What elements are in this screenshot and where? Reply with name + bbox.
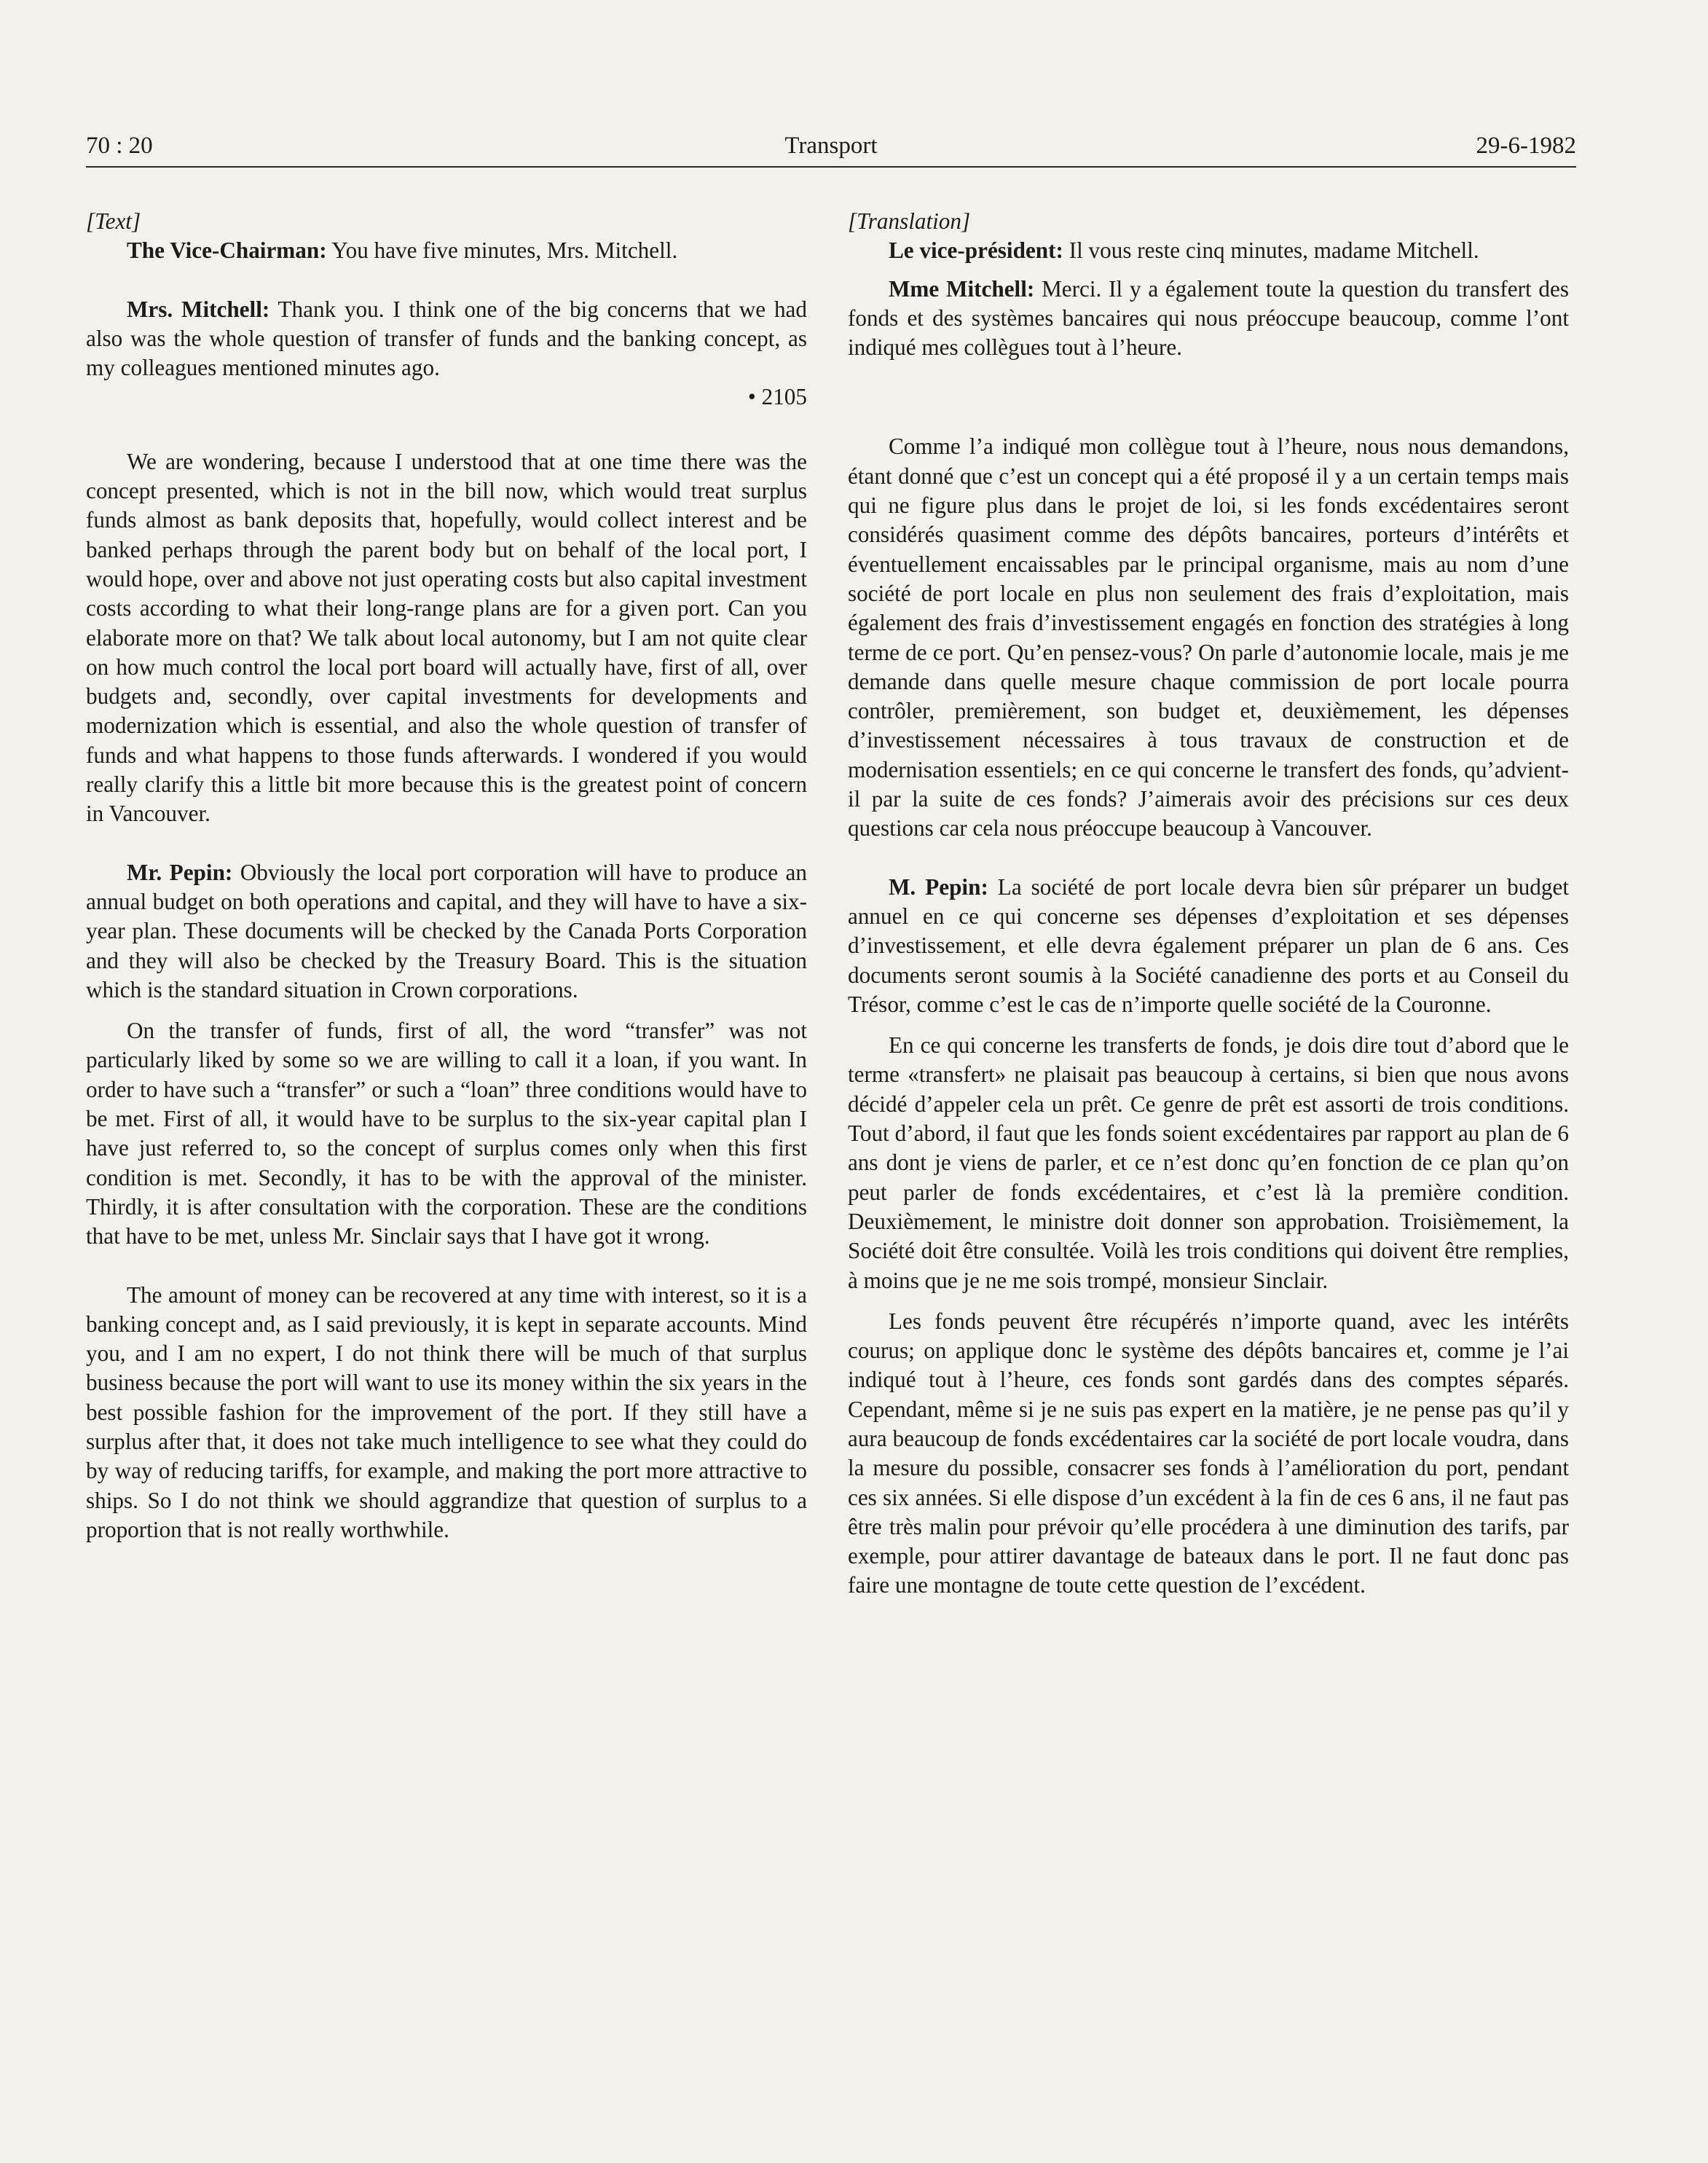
paragraph-surplus: The amount of money can be recovered at any time with interest, so it is a banking concept and, as I said previously, it is kept in separate accounts. Mind you, and I am no expert, I do not think there will be much of that surplus business because the port will want to use its money within the six years in the best possible fashion for the improvement of the port. If they still have a surplus after that, it does not take much intelligence to see what they could do by way of reducing tariffs, for example, and making the port more attractive to ships. So I do not think we should aggrandize that question of surplus to a proportion that is not really worthwhile.	[86, 1281, 807, 1542]
speaker-name: Mr. Pepin:	[127, 859, 233, 885]
paragraph-vice-chairman	[86, 236, 807, 265]
paragraph-surplus-fr: Les fonds peuvent être récupérés n’importe quand, avec les intérêts courus; on applique donc le système des dépôts bancaires et, comme je l’ai indiqué tout à l’heure, ces fonds sont gardés dans des comptes séparés. Cependant, même si je ne suis pas expert en la matière, je ne pense pas qu’il y aura beaucoup de fonds excédentaires car la société de port locale voudra, dans la mesure du possible, consacrer ses fonds à l’amélioration du port, pendant ces six années. Si elle dispose d’un excédent à la fin de ces 6 ans, il ne faut pas être très malin pour prévoir qu’elle procédera à une diminution des tarifs, par exemple, pour attirer davantage de bateaux dans le port. Il ne faut donc pas faire une montagne de toute cette question de l’excédent.	[848, 1308, 1569, 1598]
paragraph-mitchell-question-fr: Comme l’a indiqué mon collègue tout à l’heure, nous nous demandons, étant donné que c’est un concept qui a été proposé il y a un certain temps mais qui ne figure plus dans le projet de loi, si les fonds excédentaires seront considérés quasiment comme des dépôts bancaires, porteurs d’intérêts et éventuellement encaissables par le principal organisme, mais au nom d’une société de port locale en plus non seulement des frais d’exploitation, mais également des frais d’investissement engagés en fonction des stratégies à long terme de ce port. Qu’en pensez-vous? On parle d’autonomie locale, mais je me demande dans quelle mesure chaque commission de port locale pourra contrôler, premièrement, son budget et, deuxièmement, les dépenses d’investissement nécessaires à tous travaux de construction et de modernisation essentiels; en ce qui concerne le transfert des fonds, qu’advient-il par la suite de ces fonds? J’aimerais avoir des précisions sur ces deux questions car cela nous préoccupe beaucoup à Vancouver.	[848, 433, 1569, 841]
paragraph-mitchell-question: We are wondering, because I understood that at one time there was the concept presented, which is not in the bill now, which would treat surplus funds almost as bank deposits that, hopefully, would collect interest and be banked perhaps through the parent body but on behalf of the local port, I would hope, over and above not just operating costs but also capital investment costs according to what their long-range plans are for a given port. Can you elaborate more on that? We talk about local autonomy, but I am not quite clear on how much control the local port board will actually have, first of all, over budgets and, secondly, over capital investments for developments and modernization which is essential, and also the whole question of transfer of funds and what happens to those funds afterwards. I wondered if you would really clarify this a little bit more because this is the greatest point of concern in Vancouver.	[86, 448, 807, 827]
paragraph-transfer-fr: En ce qui concerne les transferts de fonds, je dois dire tout d’abord que le terme «transfert» ne plaisait pas beaucoup à certains, si bien que nous avons décidé d’appeler cela un prêt. Ce genre de prêt est assorti de trois conditions. Tout d’abord, il faut que les fonds soient excédentaires par rapport au plan de 6 ans dont je viens de parler, et ce n’est donc qu’en fonction de ce plan qu’on peut parler de fonds excédentaires, et c’est là la première condition. Deuxièmement, le ministre doit donner son approbation. Troisièmement, la Société doit être consultée. Voilà les trois conditions qui doivent être remplies, à moins que je ne me sois trompé, monsieur Sinclair.	[848, 1032, 1569, 1293]
speaker-name: M. Pepin:	[889, 874, 988, 900]
speech-text: Obviously the local port corporation will have to produce an annual budget on both operations and capital, and they will have to have a six-year plan. These documents will be checked by the Canada Ports Corporation and they will also be checked by the Treasury Board. This is the situation which is the standard situation in Crown corporations.	[86, 859, 807, 1002]
english-column	[86, 207, 807, 1544]
paragraph-transfer: On the transfer of funds, first of all, the word “transfer” was not particularly liked by some so we are willing to call it a loan, if you want. In order to have such a “transfer” or such a “loan” three conditions would have to be met. First of all, it would have to be surplus to the six-year capital plan I have just referred to, so the concept of surplus comes only when this first condition is met. Secondly, it has to be with the approval of the minister. Thirdly, it is after consultation with the corporation. These are the conditions that have to be met, unless Mr. Sinclair says that I have got it wrong.	[86, 1018, 807, 1249]
publication-title: Transport	[784, 133, 878, 159]
speaker-name: Le vice-président:	[889, 238, 1063, 264]
paragraph-mitchell-fr	[848, 275, 1569, 363]
page-number: 70 : 20	[86, 133, 153, 159]
translation-tag: [Translation]	[848, 208, 971, 234]
speaker-name: The Vice-Chairman:	[127, 238, 327, 264]
speech-text: You have five minutes, Mrs. Mitchell.	[326, 238, 678, 264]
text-tag: [Text]	[86, 208, 141, 234]
paragraph-pepin-fr	[848, 873, 1569, 1019]
french-column	[848, 207, 1569, 1601]
paragraph-pepin	[86, 858, 807, 1005]
speech-text: Merci. Il y a également toute la question du transfert des fonds et des systèmes bancaires qui nous préoccupe beaucoup, comme l’ont indiqué mes collègues tout à l’heure.	[848, 275, 1569, 361]
speech-text: La société de port locale devra bien sûr préparer un budget annuel en ce qui concerne ses dépenses d’exploitation et ses dépenses d’investissement, et elle devra également préparer un plan de 6 ans. Ces documents seront soumis à la Société canadienne des ports et au Conseil du Trésor, comme c’est le cas de n’importe quelle société de la Couronne.	[848, 874, 1569, 1017]
paragraph-mitchell	[86, 295, 807, 383]
page-date: 29-6-1982	[1476, 133, 1576, 159]
time-marker: • 2105	[747, 384, 807, 410]
speaker-name: Mrs. Mitchell:	[127, 296, 270, 322]
speech-text: Il vous reste cinq minutes, madame Mitchell.	[1063, 238, 1479, 264]
speech-text: Thank you. I think one of the big concerns that we had also was the whole question of transfer of funds and the banking concept, as my colleagues mentioned minutes ago.	[86, 296, 807, 381]
page-header	[86, 131, 1576, 168]
paragraph-vice-president	[848, 236, 1569, 265]
speaker-name: Mme Mitchell:	[889, 275, 1035, 302]
